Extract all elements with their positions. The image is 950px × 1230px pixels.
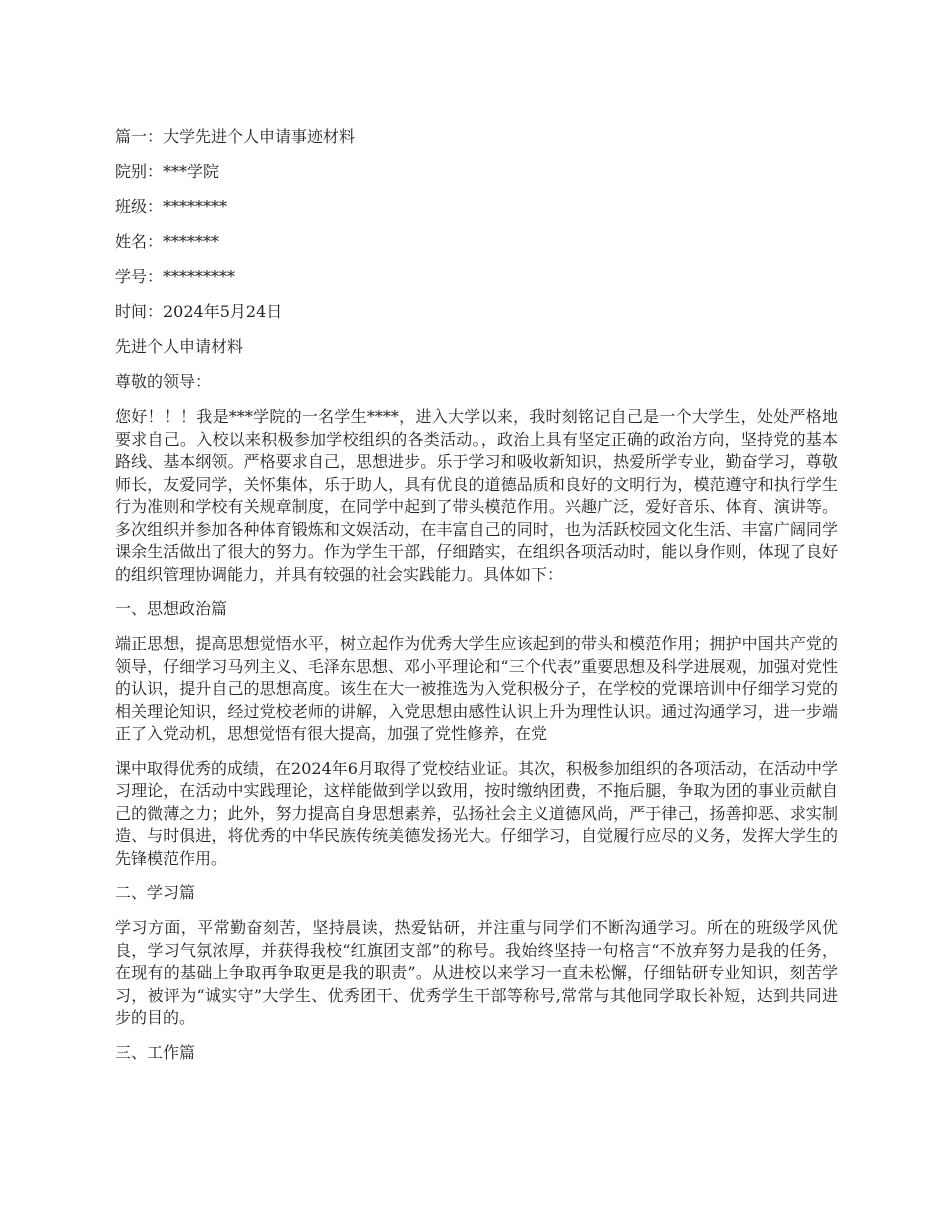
politics-paragraph-2: 课中取得优秀的成绩，在2024年6月取得了党校结业证。其次，积极参加组织的各项活动，在活动中学习理论，在活动中实践理论，这样能做到学以致用，按时缴纳团费，不拖后腿，争取为团的事业贡献自己的微薄之力；此外，努力提高自身思想素养，弘扬社会主义道德风尚，严于律己，扬善抑恶、求实制造、与时俱进，将优秀的中华民族传统美德发扬光大。仔细学习，自觉履行应尽的义务，发挥大学生的先锋模范作用。 [115, 758, 838, 868]
student-id-field: 学号：********* [115, 267, 236, 286]
document-subtitle: 先进个人申请材料 [115, 337, 244, 356]
salutation: 尊敬的领导： [115, 372, 212, 391]
class-field: 班级：******** [115, 197, 228, 216]
name-field: 姓名：******* [115, 232, 220, 251]
study-paragraph: 学习方面，平常勤奋刻苦，坚持晨读，热爱钻研，并注重与同学们不断沟通学习。所在的班级学风优良，学习气氛浓厚，并获得我校“红旗团支部”的称号。我始终坚持一句格言“不放弃努力是我的任务，在现有的基础上争取再争取更是我的职责”。从进校以来学习一直未松懈，仔细钻研专业知识，刻苦学习，被评为“诚实守”大学生、优秀团干、优秀学生干部等称号,常常与其他同学取长补短，达到共同进步的目的。 [115, 918, 838, 1027]
date-field: 时间：2024年5月24日 [115, 302, 283, 321]
section-heading-politics: 一、思想政治篇 [115, 599, 228, 618]
college-field: 院别：***学院 [115, 162, 220, 181]
document-body [115, 126, 838, 1077]
section-heading-work: 三、工作篇 [115, 1042, 196, 1062]
politics-paragraph-1: 端正思想，提高思想觉悟水平，树立起作为优秀大学生应该起到的带头和模范作用；拥护中国共产党的领导，仔细学习马列主义、毛泽东思想、邓小平理论和“三个代表”重要思想及科学进展观，加强对党性的认识，提升自己的思想高度。该生在大一被推选为入党积极分子，在学校的党课培训中仔细学习党的相关理论知识，经过党校老师的讲解，入党思想由感性认识上升为理性认识。通过沟通学习，进一步端正了入党动机，思想觉悟有很大提高，加强了党性修养，在党 [115, 634, 838, 743]
document-title: 篇一：大学先进个人申请事迹材料 [115, 127, 356, 146]
section-heading-study: 二、学习篇 [115, 883, 196, 902]
intro-paragraph: 您好！！！我是***学院的一名学生****，进入大学以来，我时刻铭记自己是一个大学生，处处严格地要求自己。入校以来积极参加学校组织的各类活动。，政治上具有坚定正确的政治方向，坚持党的基本路线、基本纲领。严格要求自己，思想进步。乐于学习和吸收新知识，热爱所学专业，勤奋学习，尊敬师长，友爱同学，关怀集体，乐于助人，具有优良的道德品质和良好的文明行为，模范遵守和执行学生行为准则和学校有关规章制度，在同学中起到了带头模范作用。兴趣广泛，爱好音乐、体育、演讲等。多次组织并参加各种体育锻炼和文娱活动，在丰富自己的同时，也为活跃校园文化生活、丰富广阔同学课余生活做出了很大的努力。作为学生干部，仔细踏实，在组织各项活动时，能以身作则，体现了良好的组织管理协调能力，并具有较强的社会实践能力。具体如下： [115, 407, 838, 584]
